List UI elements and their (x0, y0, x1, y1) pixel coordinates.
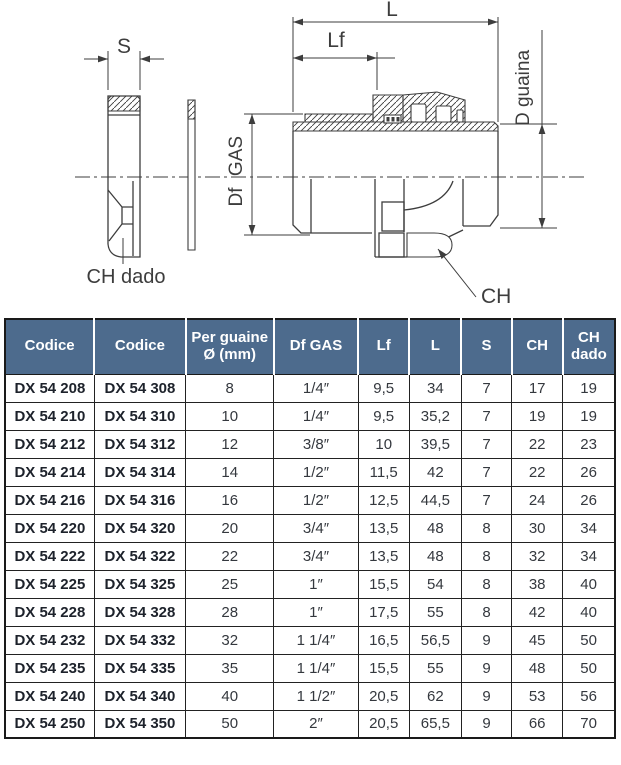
code-cell: DX 54 228 (5, 598, 94, 626)
table-row (5, 598, 615, 626)
value-cell: 12 (186, 430, 274, 458)
value-cell: 3/4″ (274, 542, 358, 570)
dim-label-s: S (116, 35, 132, 58)
value-cell: 9 (461, 710, 511, 738)
value-cell: 34 (563, 514, 615, 542)
value-cell: 62 (409, 682, 461, 710)
value-cell: 7 (461, 486, 511, 514)
dimension-d-guaina (500, 30, 557, 228)
column-header: Lf (358, 319, 409, 374)
value-cell: 66 (512, 710, 563, 738)
value-cell: 45 (512, 626, 563, 654)
value-cell: 20,5 (358, 710, 409, 738)
value-cell: 40 (563, 598, 615, 626)
table-row (5, 570, 615, 598)
value-cell: 2″ (274, 710, 358, 738)
value-cell: 9 (461, 626, 511, 654)
value-cell: 35 (186, 654, 274, 682)
value-cell: 28 (186, 598, 274, 626)
value-cell: 1″ (274, 570, 358, 598)
value-cell: 19 (512, 402, 563, 430)
dim-label-l: L (386, 0, 398, 21)
column-header: Per guaine Ø (mm) (186, 319, 274, 374)
value-cell: 22 (512, 430, 563, 458)
value-cell: 10 (358, 430, 409, 458)
value-cell: 1″ (274, 598, 358, 626)
value-cell: 55 (409, 598, 461, 626)
code-cell: DX 54 335 (94, 654, 185, 682)
code-cell: DX 54 340 (94, 682, 185, 710)
value-cell: 35,2 (409, 402, 461, 430)
code-cell: DX 54 312 (94, 430, 185, 458)
value-cell: 12,5 (358, 486, 409, 514)
code-cell: DX 54 320 (94, 514, 185, 542)
value-cell: 1 1/4″ (274, 654, 358, 682)
value-cell: 13,5 (358, 514, 409, 542)
ch-label: CH (481, 285, 512, 308)
spec-table (4, 318, 616, 739)
dim-label-df: Df (226, 187, 247, 207)
column-header: S (461, 319, 511, 374)
label-ch-dado (87, 238, 166, 288)
value-cell: 20 (186, 514, 274, 542)
code-cell: DX 54 210 (5, 402, 94, 430)
value-cell: 55 (409, 654, 461, 682)
value-cell: 30 (512, 514, 563, 542)
value-cell: 32 (512, 542, 563, 570)
value-cell: 8 (461, 542, 511, 570)
code-cell: DX 54 208 (5, 374, 94, 402)
code-cell: DX 54 332 (94, 626, 185, 654)
column-header: Codice (94, 319, 185, 374)
value-cell: 9,5 (358, 402, 409, 430)
value-cell: 8 (186, 374, 274, 402)
code-cell: DX 54 225 (5, 570, 94, 598)
value-cell: 25 (186, 570, 274, 598)
column-header: CH (512, 319, 563, 374)
code-cell: DX 54 322 (94, 542, 185, 570)
table-row (5, 458, 615, 486)
dimension-df-gas (226, 114, 310, 235)
table-row (5, 402, 615, 430)
code-cell: DX 54 308 (94, 374, 185, 402)
code-cell: DX 54 220 (5, 514, 94, 542)
value-cell: 17 (512, 374, 563, 402)
code-cell: DX 54 250 (5, 710, 94, 738)
technical-drawing (0, 0, 621, 316)
value-cell: 38 (512, 570, 563, 598)
value-cell: 39,5 (409, 430, 461, 458)
value-cell: 22 (186, 542, 274, 570)
value-cell: 13,5 (358, 542, 409, 570)
value-cell: 7 (461, 402, 511, 430)
column-header: Codice (5, 319, 94, 374)
value-cell: 56,5 (409, 626, 461, 654)
label-ch (438, 249, 511, 308)
value-cell: 19 (563, 374, 615, 402)
table-row (5, 682, 615, 710)
table-row (5, 514, 615, 542)
dim-label-gas: GAS (226, 135, 247, 177)
value-cell: 1 1/4″ (274, 626, 358, 654)
value-cell: 40 (563, 570, 615, 598)
table-row (5, 542, 615, 570)
table-row (5, 626, 615, 654)
table-row (5, 486, 615, 514)
value-cell: 42 (409, 458, 461, 486)
column-header: CH dado (563, 319, 615, 374)
value-cell: 65,5 (409, 710, 461, 738)
value-cell: 8 (461, 598, 511, 626)
value-cell: 42 (512, 598, 563, 626)
value-cell: 3/8″ (274, 430, 358, 458)
value-cell: 14 (186, 458, 274, 486)
code-cell: DX 54 325 (94, 570, 185, 598)
value-cell: 44,5 (409, 486, 461, 514)
value-cell: 8 (461, 514, 511, 542)
value-cell: 26 (563, 486, 615, 514)
value-cell: 24 (512, 486, 563, 514)
value-cell: 48 (409, 542, 461, 570)
value-cell: 20,5 (358, 682, 409, 710)
value-cell: 34 (409, 374, 461, 402)
value-cell: 7 (461, 458, 511, 486)
value-cell: 1 1/2″ (274, 682, 358, 710)
value-cell: 26 (563, 458, 615, 486)
code-cell: DX 54 212 (5, 430, 94, 458)
value-cell: 50 (563, 626, 615, 654)
code-cell: DX 54 222 (5, 542, 94, 570)
value-cell: 48 (409, 514, 461, 542)
value-cell: 16,5 (358, 626, 409, 654)
dim-label-d-guaina: D guaina (513, 49, 534, 127)
spec-table-container (4, 318, 617, 739)
ch-dado-label: CH dado (86, 266, 166, 288)
value-cell: 7 (461, 374, 511, 402)
column-header: L (409, 319, 461, 374)
code-cell: DX 54 316 (94, 486, 185, 514)
code-cell: DX 54 216 (5, 486, 94, 514)
dim-label-lf: Lf (327, 29, 345, 52)
value-cell: 53 (512, 682, 563, 710)
table-body (5, 374, 615, 738)
value-cell: 19 (563, 402, 615, 430)
value-cell: 50 (563, 654, 615, 682)
value-cell: 9 (461, 682, 511, 710)
table-row (5, 374, 615, 402)
dimension-lf (293, 29, 395, 90)
value-cell: 8 (461, 570, 511, 598)
value-cell: 11,5 (358, 458, 409, 486)
value-cell: 1/2″ (274, 458, 358, 486)
value-cell: 1/4″ (274, 374, 358, 402)
value-cell: 22 (512, 458, 563, 486)
table-row (5, 654, 615, 682)
code-cell: DX 54 350 (94, 710, 185, 738)
code-cell: DX 54 328 (94, 598, 185, 626)
column-header: Df GAS (274, 319, 358, 374)
value-cell: 1/4″ (274, 402, 358, 430)
code-cell: DX 54 310 (94, 402, 185, 430)
value-cell: 56 (563, 682, 615, 710)
dimension-s (84, 35, 164, 90)
value-cell: 15,5 (358, 570, 409, 598)
code-cell: DX 54 240 (5, 682, 94, 710)
value-cell: 15,5 (358, 654, 409, 682)
table-header-row (5, 319, 615, 374)
value-cell: 1/2″ (274, 486, 358, 514)
value-cell: 48 (512, 654, 563, 682)
washer-view (188, 100, 195, 250)
value-cell: 17,5 (358, 598, 409, 626)
table-row (5, 430, 615, 458)
value-cell: 23 (563, 430, 615, 458)
code-cell: DX 54 232 (5, 626, 94, 654)
value-cell: 10 (186, 402, 274, 430)
value-cell: 32 (186, 626, 274, 654)
value-cell: 9 (461, 654, 511, 682)
table-row (5, 710, 615, 738)
value-cell: 54 (409, 570, 461, 598)
value-cell: 9,5 (358, 374, 409, 402)
value-cell: 34 (563, 542, 615, 570)
value-cell: 50 (186, 710, 274, 738)
value-cell: 7 (461, 430, 511, 458)
code-cell: DX 54 214 (5, 458, 94, 486)
value-cell: 70 (563, 710, 615, 738)
value-cell: 3/4″ (274, 514, 358, 542)
value-cell: 16 (186, 486, 274, 514)
code-cell: DX 54 314 (94, 458, 185, 486)
fitting-section-view (293, 92, 498, 257)
code-cell: DX 54 235 (5, 654, 94, 682)
value-cell: 40 (186, 682, 274, 710)
